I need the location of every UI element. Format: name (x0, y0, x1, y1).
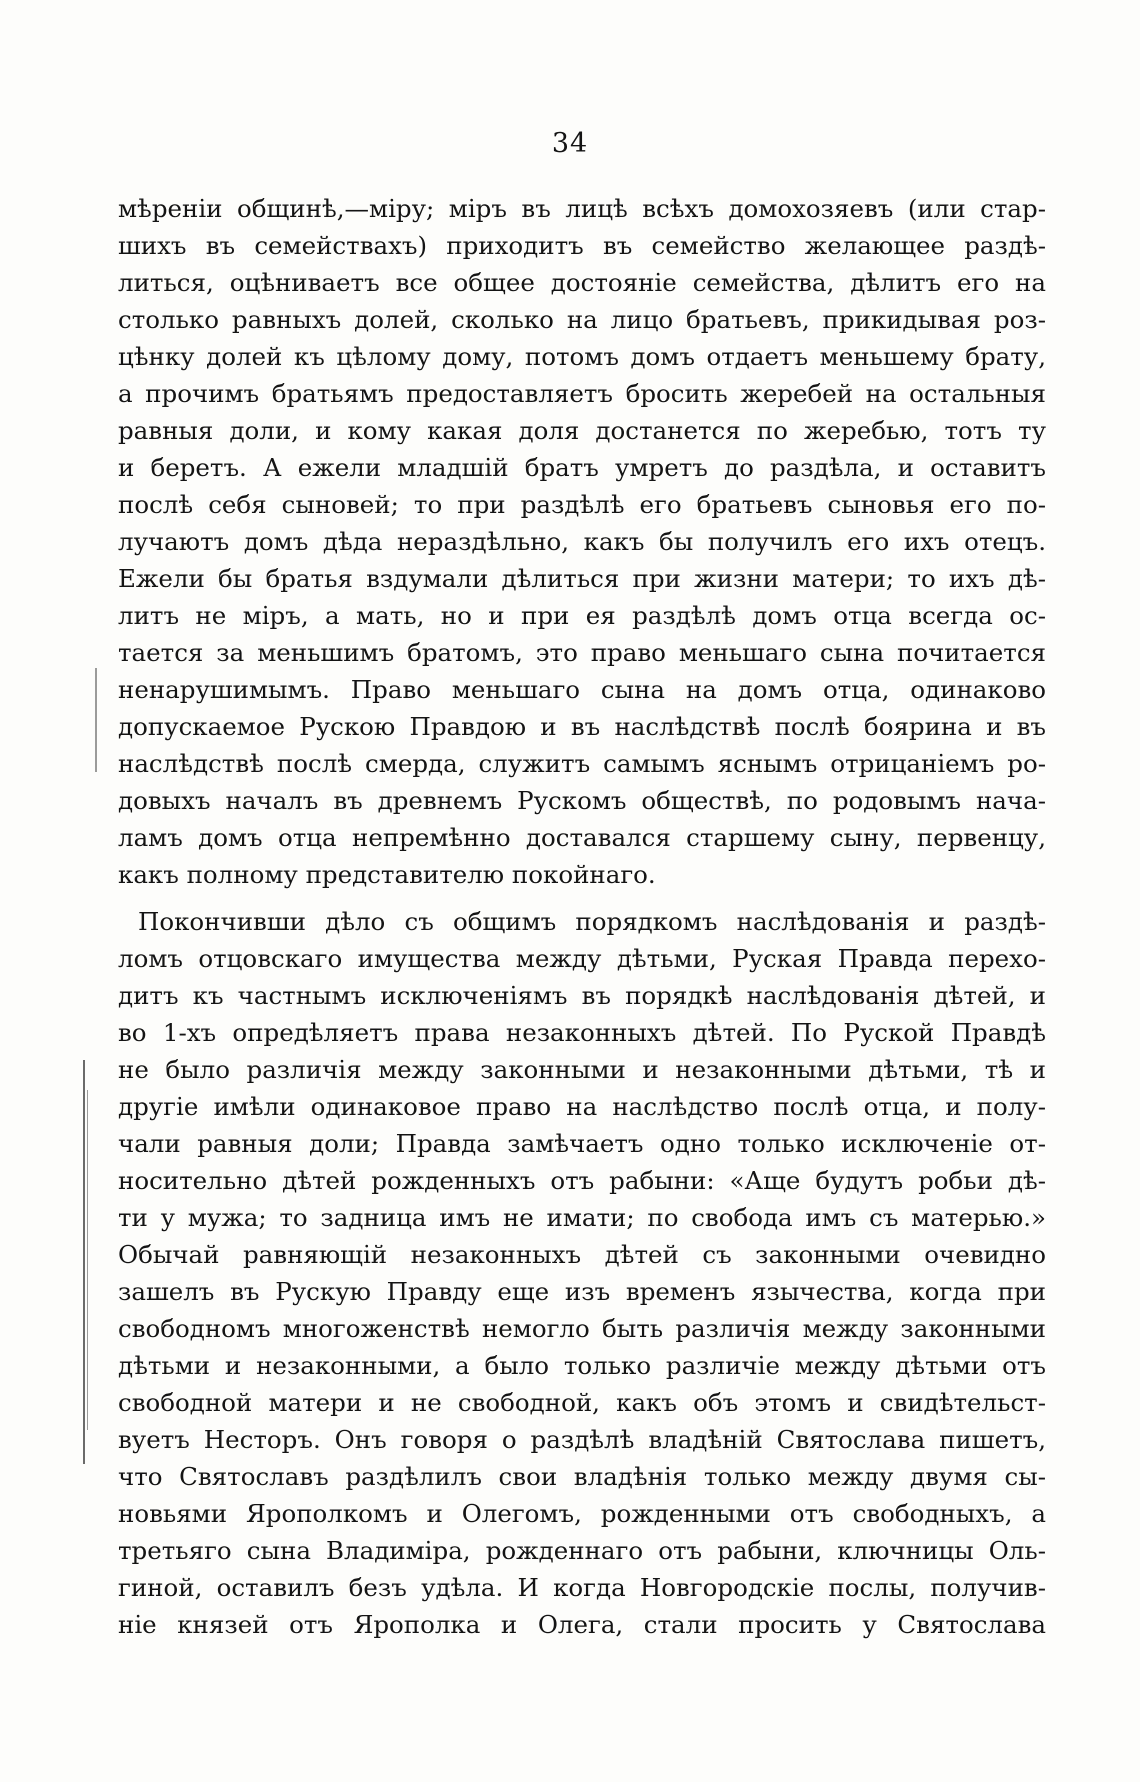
text-line: новьями Ярополкомъ и Олегомъ, рожденными отъ свободныхъ, а (118, 1499, 1046, 1528)
text-line: наслѣдствѣ послѣ смерда, служитъ самымъ яснымъ отрицаніемъ ро- (118, 749, 1046, 778)
text-line: дитъ къ частнымъ исключеніямъ въ порядкѣ наслѣдованія дѣтей, и (118, 981, 1046, 1010)
text-line: Обычай равняющій незаконныхъ дѣтей съ законными очевидно (118, 1240, 1046, 1269)
text-line: лучаютъ домъ дѣда нераздѣльно, какъ бы получилъ его ихъ отецъ. (118, 527, 1046, 556)
text-line: а прочимъ братьямъ предоставляетъ бросить жеребей на остальныя (118, 379, 1046, 408)
margin-pencil-mark (87, 1090, 88, 1430)
paragraph-1 (118, 190, 1046, 893)
text-line: шихъ въ семействахъ) приходитъ въ семейство желающее раздѣ- (118, 231, 1046, 260)
text-line: довыхъ началъ въ древнемъ Рускомъ обществѣ, по родовымъ нача- (118, 786, 1046, 815)
text-line: свободномъ многоженствѣ немогло быть различія между законными (118, 1314, 1046, 1343)
text-line: дѣтьми и незаконными, а было только различіе между дѣтьми отъ (118, 1351, 1046, 1380)
paragraph-2 (118, 903, 1046, 1643)
margin-pencil-mark (83, 1060, 85, 1464)
margin-pencil-mark (95, 668, 97, 772)
text-line: цѣнку долей къ цѣлому дому, потомъ домъ отдаетъ меньшему брату, (118, 342, 1046, 371)
text-line: Покончивши дѣло съ общимъ порядкомъ наслѣдованія и раздѣ- (138, 907, 1046, 936)
text-line: допускаемое Рускою Правдою и въ наслѣдствѣ послѣ боярина и въ (118, 712, 1046, 741)
text-line: и беретъ. А ежели младшій братъ умретъ до раздѣла, и оставитъ (118, 453, 1046, 482)
text-line: свободной матери и не свободной, какъ объ этомъ и свидѣтельст- (118, 1388, 1046, 1417)
text-line: не было различія между законными и незаконными дѣтьми, тѣ и (118, 1055, 1046, 1084)
text-line: что Святославъ раздѣлилъ свои владѣнія только между двумя сы- (118, 1462, 1046, 1491)
text-line: столько равныхъ долей, сколько на лицо братьевъ, прикидывая роз- (118, 305, 1046, 334)
text-line: другіе имѣли одинаковое право на наслѣдство послѣ отца, и полу- (118, 1092, 1046, 1121)
text-line: ненарушимымъ. Право меньшаго сына на домъ отца, одинаково (118, 675, 1046, 704)
text-line: третьяго сына Владиміра, рожденнаго отъ рабыни, ключницы Оль- (118, 1536, 1046, 1565)
text-line: гиной, оставилъ безъ удѣла. И когда Новгородскіе послы, получив- (118, 1573, 1046, 1602)
text-line: носительно дѣтей рожденныхъ отъ рабыни: «Аще будутъ робьи дѣ- (118, 1166, 1046, 1195)
text-line: во 1-хъ опредѣляетъ права незаконныхъ дѣтей. По Руской Правдѣ (118, 1018, 1046, 1047)
text-line: мѣреніи общинѣ,—міру; міръ въ лицѣ всѣхъ домохозяевъ (или стар- (118, 194, 1046, 223)
text-line: ніе князей отъ Ярополка и Олега, стали просить у Святослава (118, 1610, 1046, 1639)
text-line: чали равныя доли; Правда замѣчаетъ одно только исключеніе от- (118, 1129, 1046, 1158)
text-line: литься, оцѣниваетъ все общее достояніе семейства, дѣлитъ его на (118, 268, 1046, 297)
text-line: ломъ отцовскаго имущества между дѣтьми, Руская Правда перехо- (118, 944, 1046, 973)
text-line: ламъ домъ отца непремѣнно доставался старшему сыну, первенцу, (118, 823, 1046, 852)
page-number: 34 (551, 128, 589, 159)
text-line: вуетъ Несторъ. Онъ говоря о раздѣлѣ владѣній Святослава пишетъ, (118, 1425, 1046, 1454)
text-line: литъ не міръ, а мать, но и при ея раздѣлѣ домъ отца всегда ос- (118, 601, 1046, 630)
text-line: какъ полному представителю покойнаго. (118, 860, 656, 889)
text-line: зашелъ въ Рускую Правду еще изъ временъ язычества, когда при (118, 1277, 1046, 1306)
text-line: послѣ себя сыновей; то при раздѣлѣ его братьевъ сыновья его по- (118, 490, 1046, 519)
body-text (118, 190, 1046, 1643)
text-line: равныя доли, и кому какая доля достанется по жеребью, тотъ ту (118, 416, 1046, 445)
text-line: тается за меньшимъ братомъ, это право меньшаго сына почитается (118, 638, 1046, 667)
text-line: ти у мужа; то задница имъ не имати; по свобода имъ съ матерью.» (118, 1203, 1046, 1232)
text-line: Ежели бы братья вздумали дѣлиться при жизни матери; то ихъ дѣ- (118, 564, 1046, 593)
